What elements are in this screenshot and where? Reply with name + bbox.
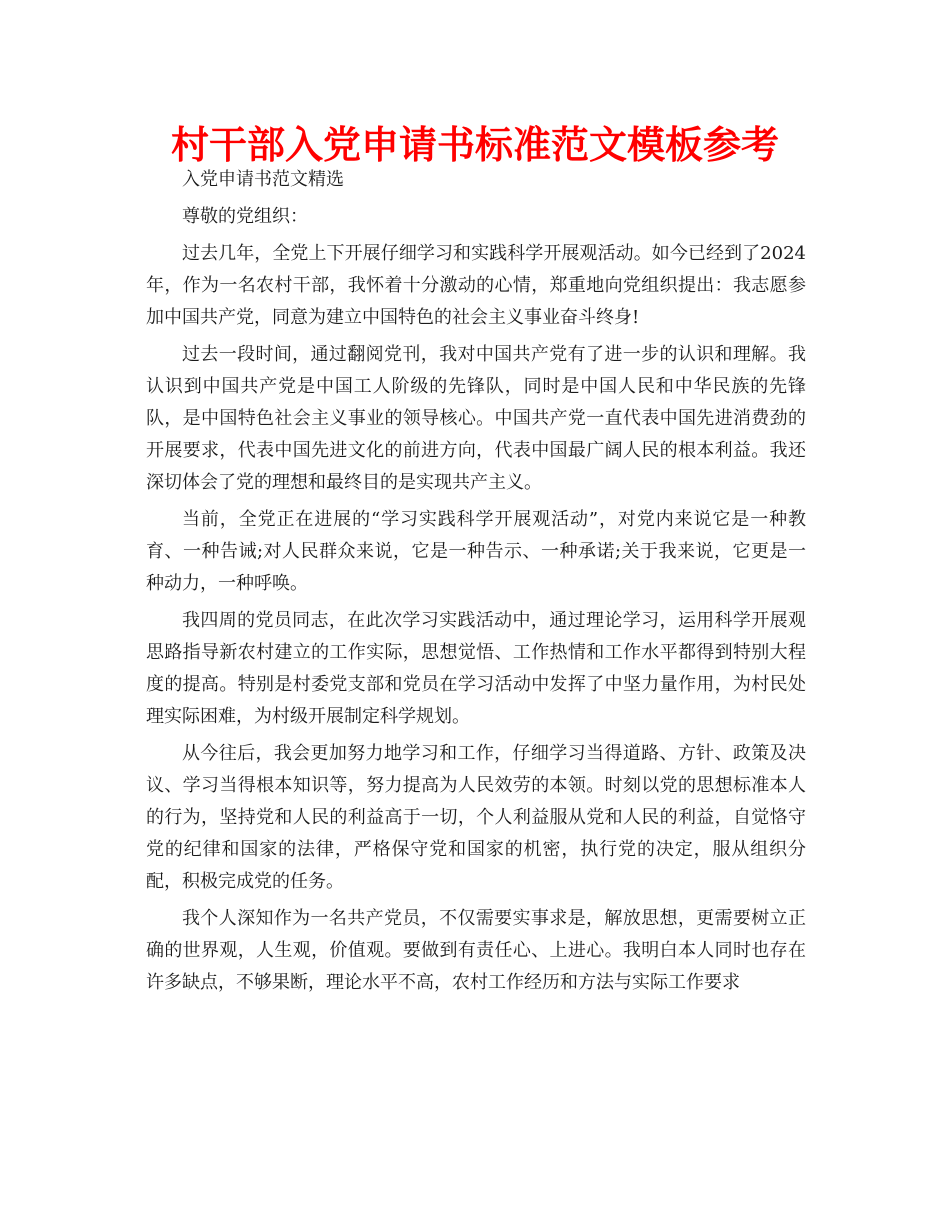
subtitle-paragraph: 入党申请书范文精选 [182,169,344,190]
document-title: 村干部入党申请书标准范文模板参考 [170,123,779,167]
body-paragraph-5: 从今往后，我会更加努力地学习和工作，仔细学习当得道路、方针、政策及决议、学习当得根本知识等，努力提高为人民效劳的本领。时刻以党的思想标准本人的行为，坚持党和人民的利益高于一切，个人利益服从党和人民的利益，自觉恪守党的纪律和国家的法律，严格保守党和国家的机密，执行党的决定，服从组织分配，积极完成党的任务。 [146,743,806,892]
document-body [146,164,806,1004]
body-paragraph-3: 当前，全党正在进展的“学习实践科学开展观活动”，对党内来说它是一种教育、一种告诫;对人民群众来说，它是一种告示、一种承诺;关于我来说，它更是一种动力，一种呼唤。 [146,509,806,594]
body-paragraph-6: 我个人深知作为一名共产党员，不仅需要实事求是，解放思想，更需要树立正确的世界观，人生观，价值观。要做到有责任心、上进心。我明白本人同时也存在许多缺点，不够果断，理论水平不高，农村工作经历和方法与实际工作要求 [146,908,806,993]
body-paragraph-2: 过去一段时间，通过翻阅党刊，我对中国共产党有了进一步的认识和理解。我认识到中国共产党是中国工人阶级的先锋队，同时是中国人民和中华民族的先锋队，是中国特色社会主义事业的领导核心。中国共产党一直代表中国先进消费劲的开展要求，代表中国先进文化的前进方向，代表中国最广阔人民的根本利益。我还深切体会了党的理想和最终目的是实现共产主义。 [146,344,806,493]
body-paragraph-4: 我四周的党员同志，在此次学习实践活动中，通过理论学习，运用科学开展观思路指导新农村建立的工作实际，思想觉悟、工作热情和工作水平都得到特别大程度的提高。特别是村委党支部和党员在学习活动中发挥了中坚力量作用，为村民处理实际困难，为村级开展制定科学规划。 [146,610,806,727]
salutation-paragraph: 尊敬的党组织： [182,206,308,227]
body-paragraph-1: 过去几年，全党上下开展仔细学习和实践科学开展观活动。如今已经到了2024年，作为一名农村干部，我怀着十分激动的心情，郑重地向党组织提出：我志愿参加中国共产党，同意为建立中国特色的社会主义事业奋斗终身! [146,243,806,328]
